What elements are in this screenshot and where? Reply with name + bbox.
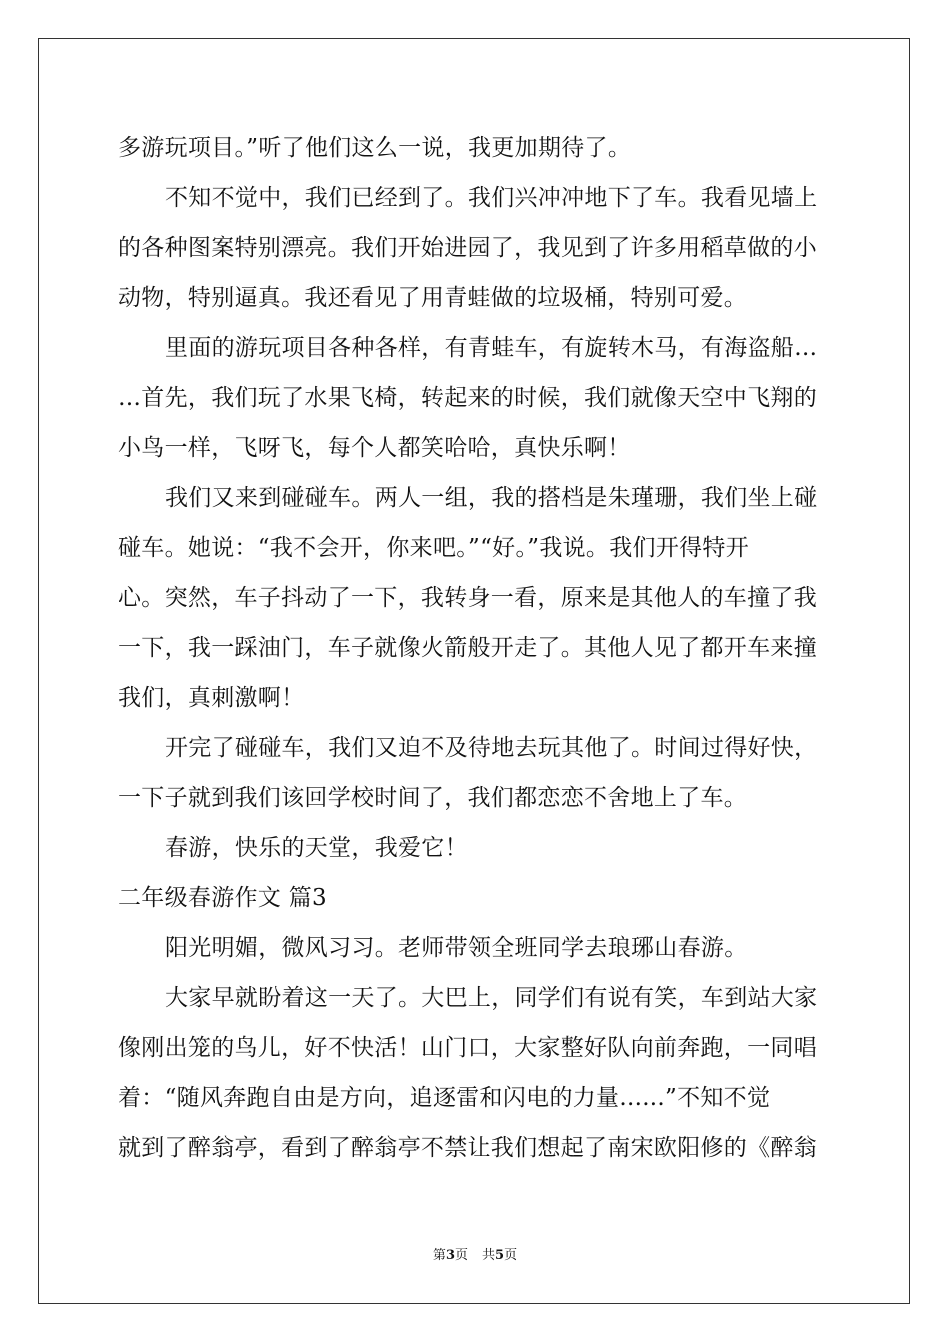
- page-suffix: 页: [454, 1248, 468, 1263]
- page-number-footer: [0, 1248, 950, 1264]
- text-line: 一下子就到我们该回学校时间了，我们都恋恋不舍地上了车。: [118, 785, 748, 811]
- text-line: 我们，真刺激啊！: [118, 685, 305, 711]
- section-heading: 二年级春游作文 篇3: [118, 885, 327, 911]
- paragraph-first-line: 我们又来到碰碰车。两人一组，我的搭档是朱瑾珊，我们坐上碰: [165, 485, 818, 511]
- paragraph-first-line: 大家早就盼着这一天了。大巴上，同学们有说有笑，车到站大家: [165, 985, 818, 1011]
- page-prefix: 第: [432, 1248, 446, 1263]
- paragraph-first-line: 开完了碰碰车，我们又迫不及待地去玩其他了。时间过得好快，: [165, 735, 818, 761]
- paragraph-first-line: 阳光明媚，微风习习。老师带领全班同学去琅琊山春游。: [165, 935, 748, 961]
- text-line: 心。突然，车子抖动了一下，我转身一看，原来是其他人的车撞了我: [118, 585, 817, 611]
- total-prefix: 共: [482, 1248, 496, 1263]
- text-line: 碰车。她说：“我不会开，你来吧。”“好。”我说。我们开得特开: [118, 535, 750, 561]
- text-line: 着：“随风奔跑自由是方向，追逐雷和闪电的力量......”不知不觉: [118, 1085, 771, 1111]
- page-border: [38, 38, 910, 1304]
- text-line: 小鸟一样，飞呀飞，每个人都笑哈哈，真快乐啊！: [118, 435, 631, 461]
- text-line: 一下，我一踩油门，车子就像火箭般开走了。其他人见了都开车来撞: [118, 635, 817, 661]
- page-current: 3: [445, 1248, 455, 1263]
- text-line: 的各种图案特别漂亮。我们开始进园了，我见到了许多用稻草做的小: [118, 235, 817, 261]
- text-line: 动物，特别逼真。我还看见了用青蛙做的垃圾桶，特别可爱。: [118, 285, 748, 311]
- paragraph-first-line: 春游，快乐的天堂，我爱它！: [165, 835, 468, 861]
- text-line: 多游玩项目。”听了他们这么一说，我更加期待了。: [118, 135, 632, 161]
- paragraph-first-line: 不知不觉中，我们已经到了。我们兴冲冲地下了车。我看见墙上: [165, 185, 818, 211]
- page-total: 5: [495, 1248, 505, 1263]
- text-line: …首先，我们玩了水果飞椅，转起来的时候，我们就像天空中飞翔的: [118, 385, 817, 411]
- text-line: 就到了醉翁亭，看到了醉翁亭不禁让我们想起了南宋欧阳修的《醉翁: [118, 1135, 817, 1161]
- total-suffix: 页: [504, 1248, 518, 1263]
- text-line: 像刚出笼的鸟儿，好不快活！山门口，大家整好队向前奔跑，一同唱: [118, 1035, 817, 1061]
- paragraph-first-line: 里面的游玩项目各种各样，有青蛙车，有旋转木马，有海盗船…: [165, 335, 818, 361]
